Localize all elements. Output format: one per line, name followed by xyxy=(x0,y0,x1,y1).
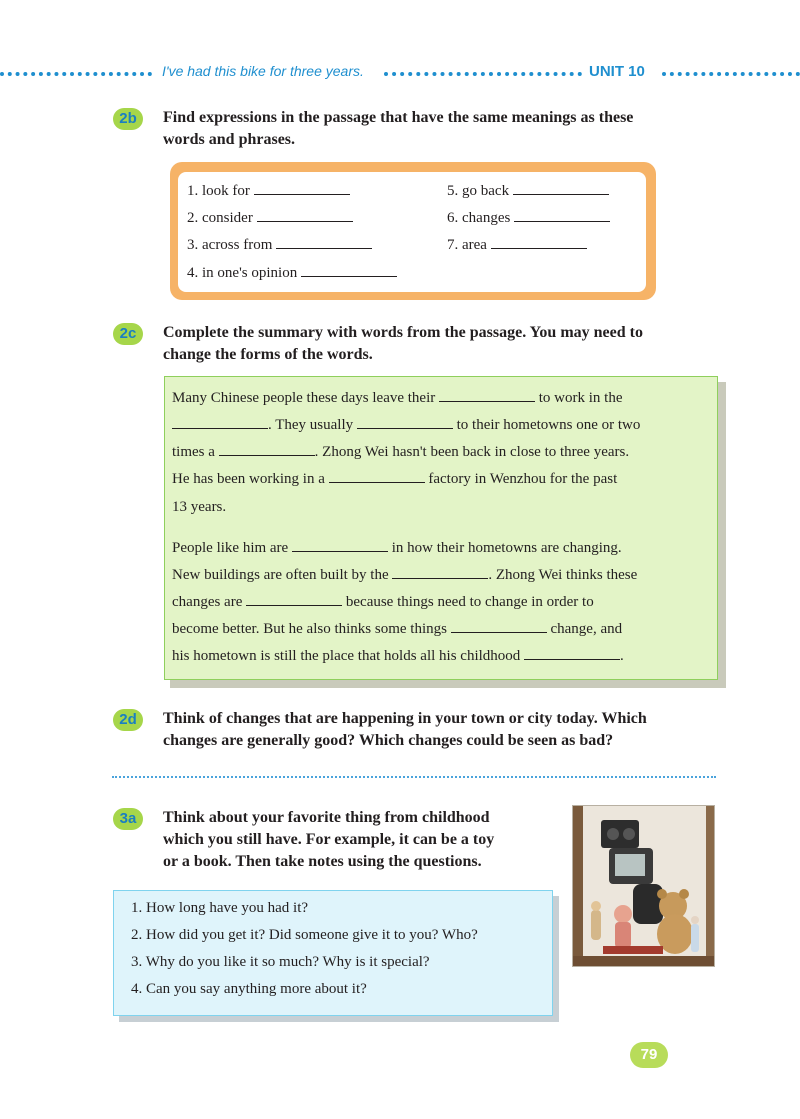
answer-blank[interactable] xyxy=(513,193,609,195)
expression-item: 4. in one's opinion xyxy=(187,265,397,282)
expression-item: 3. across from xyxy=(187,237,372,254)
expression-item: 5. go back xyxy=(447,183,609,200)
instruction-2b-line2: words and phrases. xyxy=(163,131,296,148)
summary-blank[interactable] xyxy=(219,454,315,456)
badge-3a: 3a xyxy=(113,808,143,830)
instruction-2d-line2: changes are generally good? Which changes could be seen as bad? xyxy=(163,732,614,749)
summary-line: changes are because things need to change in order to xyxy=(172,594,594,610)
header-title: I've had this bike for three years. xyxy=(162,63,364,79)
answer-blank[interactable] xyxy=(491,247,587,249)
childhood-toys-photo xyxy=(572,805,715,967)
answer-blank[interactable] xyxy=(276,247,372,249)
summary-line: People like him are in how their hometowns are changing. xyxy=(172,540,622,556)
instruction-2b-line1: Find expressions in the passage that have the same meanings as these xyxy=(163,109,634,126)
header-dots-left xyxy=(0,72,152,76)
answer-blank[interactable] xyxy=(514,220,610,222)
badge-2b: 2b xyxy=(113,108,143,130)
summary-blank[interactable] xyxy=(392,577,488,579)
question-item: 2. How did you get it? Did someone give it to you? Who? xyxy=(131,927,478,943)
question-item: 4. Can you say anything more about it? xyxy=(131,981,367,997)
answer-blank[interactable] xyxy=(257,220,353,222)
expression-item: 1. look for xyxy=(187,183,350,200)
instruction-2c-line2: change the forms of the words. xyxy=(163,346,373,363)
summary-line: become better. But he also thinks some things change, and xyxy=(172,621,623,637)
header-dots-right xyxy=(662,72,800,76)
summary-blank[interactable] xyxy=(292,550,388,552)
section-divider xyxy=(112,776,716,778)
summary-blank[interactable] xyxy=(451,631,547,633)
summary-line: his hometown is still the place that holds all his childhood . xyxy=(172,648,624,664)
toys-illustration xyxy=(573,806,715,967)
question-item: 1. How long have you had it? xyxy=(131,900,309,916)
page-number: 79 xyxy=(630,1042,668,1068)
expression-item: 2. consider xyxy=(187,210,353,227)
instruction-3a-line1: Think about your favorite thing from childhood xyxy=(163,809,490,826)
unit-label: UNIT 10 xyxy=(589,63,645,80)
summary-blank[interactable] xyxy=(439,400,535,402)
instruction-2c-line1: Complete the summary with words from the passage. You may need to xyxy=(163,324,643,341)
summary-line: times a . Zhong Wei hasn't been back in close to three years. xyxy=(172,444,630,460)
summary-blank[interactable] xyxy=(172,427,268,429)
summary-line: . They usually to their hometowns one or two xyxy=(172,417,640,434)
summary-blank[interactable] xyxy=(524,658,620,660)
expression-item: 6. changes xyxy=(447,210,610,227)
badge-2c: 2c xyxy=(113,323,143,345)
summary-blank[interactable] xyxy=(329,481,425,483)
expression-item: 7. area xyxy=(447,237,587,254)
badge-2d: 2d xyxy=(113,709,143,731)
answer-blank[interactable] xyxy=(301,275,397,277)
summary-line: New buildings are often built by the . Zhong Wei thinks these xyxy=(172,567,638,583)
summary-line: Many Chinese people these days leave their to work in the xyxy=(172,390,623,406)
question-item: 3. Why do you like it so much? Why is it special? xyxy=(131,954,430,970)
summary-line: 13 years. xyxy=(172,499,227,515)
answer-blank[interactable] xyxy=(254,193,350,195)
summary-blank[interactable] xyxy=(246,604,342,606)
instruction-2d-line1: Think of changes that are happening in your town or city today. Which xyxy=(163,710,647,727)
header-dots-middle xyxy=(384,72,582,76)
summary-blank[interactable] xyxy=(357,427,453,429)
instruction-3a-line3: or a book. Then take notes using the questions. xyxy=(163,853,482,870)
summary-line: He has been working in a factory in Wenzhou for the past xyxy=(172,471,618,487)
instruction-3a-line2: which you still have. For example, it can be a toy xyxy=(163,831,495,848)
